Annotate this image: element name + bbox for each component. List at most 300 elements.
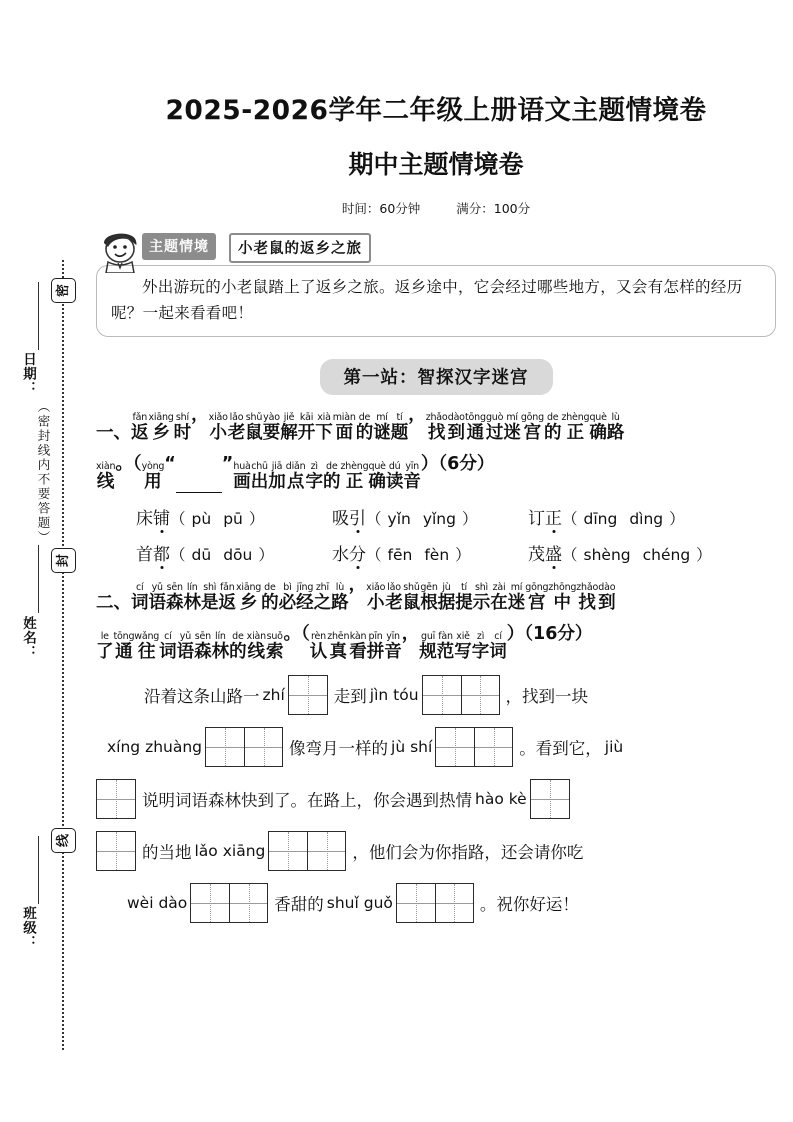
pinyin-text: wǎng [134,631,160,643]
seal-rule-name [38,545,39,613]
hanzi-text: 字 [471,642,490,663]
q1l2b-ruby-1-5 [323,461,341,493]
q1l1-ruby-4-1 [448,412,466,444]
choice-option[interactable]: chéng [642,546,691,565]
q2-line-2 [96,624,776,663]
choice-options: （ yǐn yǐng ） [366,510,478,529]
choice-options: （ fēn fèn ） [366,546,471,565]
choice-option[interactable]: dīng [583,510,618,529]
q1l2a-ruby-2-0 [142,461,165,493]
q1-choice-item [528,504,724,529]
q2l1-ruby-2-0 [366,582,385,614]
q2-writing-row [96,675,776,715]
pinyin-text: fǎn [132,412,148,424]
choice-word: 首 [136,545,153,566]
hanzi-text: 正 [345,472,364,493]
pinyin-text: lǎo [229,412,244,424]
choice-options: （ pù pū ） [170,510,265,529]
hanzi-text: 语 [148,593,166,614]
choice-word: 订 [528,509,545,530]
seal-field-class[interactable]: 班级： [20,906,36,950]
q2l1-ruby-2-10 [548,582,576,614]
pinyin-text: zhǎo [576,582,599,594]
station-header: 第一站：智探汉字迷宫 [320,359,553,395]
q2l2-ruby-4-3 [472,631,490,663]
hanzi-text: 的 [229,642,247,663]
hanzi-text: 写 [454,642,472,663]
page-title: 2025-2026学年二年级上册语文主题情境卷 [165,95,707,126]
pinyin-text: mí [506,412,518,424]
seal-char-feng: 封 [51,548,76,573]
writing-grid[interactable] [396,883,474,923]
pinyin-text: xiǎo [208,412,228,424]
hanzi-text: 认 [309,642,328,663]
exam-meta [96,199,776,217]
theme-paragraph: 外出游玩的小老鼠踏上了返乡之旅。返乡途中，它会经过哪些地方，又会有怎样的经历呢？一起来看看吧！ [111,278,743,322]
choice-word: 吸 [332,509,349,530]
q1l2b-punct-0: ” [221,454,234,475]
pinyin-text: sēn [166,582,183,594]
pinyin-text: xiāng [236,582,262,594]
hanzi-text: 面 [335,423,353,444]
theme-banner [96,231,776,261]
q1l1-ruby-2-10 [391,412,409,444]
hanzi-text: 开 [297,423,316,444]
writing-cell[interactable] [397,884,435,922]
q1-answer-blank[interactable] [176,476,222,493]
page-subtitle: 期中主题情境卷 [348,150,524,179]
hanzi-text: 词 [159,642,177,663]
pinyin-text: mí [510,582,523,594]
hanzi-text: 宫 [528,593,546,614]
writing-grid[interactable] [268,831,346,871]
pinyin-text: yòng [141,461,165,473]
q1l2a-ruby-0-0 [96,461,115,493]
q2l2-ruby-2-2 [349,631,367,663]
theme-tag-title: 小老鼠的返乡之旅 [229,233,371,263]
q2l1-ruby-0-0 [131,582,149,614]
pinyin-text: sēn [194,631,211,643]
hanzi-text: 的 [261,593,279,614]
hanzi-text: 往 [137,642,156,663]
q1-choice-row [96,504,776,529]
writing-cell[interactable] [435,884,473,922]
q1l1-ruby-4-2 [465,412,486,444]
q2-writing-row [96,779,776,819]
choice-dotted-char: 正 [545,504,562,529]
q1l1-punct-3: ， [408,405,426,426]
writing-cell[interactable] [289,676,327,714]
writing-grid[interactable] [530,779,570,819]
writing-cell[interactable] [269,832,307,870]
hanzi-text: 根 [420,593,438,614]
writing-grid[interactable] [190,883,268,923]
hanzi-text: 鼠 [402,593,421,614]
hanzi-text: 乡 [152,423,170,444]
hanzi-text: 小 [209,423,227,444]
writing-grid[interactable] [96,831,136,871]
pinyin-text: de [264,582,276,594]
pinyin-text: gōng [520,412,544,424]
hanzi-text: 通 [115,642,133,663]
hanzi-text: 的 [323,472,341,493]
q1l2b-ruby-1-9 [403,461,421,493]
writing-cell[interactable] [474,728,512,766]
hanzi-text: 规 [419,642,437,663]
q1l1-ruby-4-9 [607,412,625,444]
q1l2b-ruby-1-7 [368,461,386,493]
writing-pinyin-hint: jù shí [391,738,433,757]
choice-word: 水 [332,545,349,566]
q2-ruby-line-2 [96,624,592,663]
pinyin-text: le [100,631,109,643]
writing-grid[interactable] [288,675,328,715]
hanzi-text: 必 [278,593,297,614]
pinyin-text: miàn [332,412,356,424]
q2l2-ruby-0-8 [247,631,266,663]
seal-rule-class [38,836,39,904]
pinyin-text: dào [447,412,465,424]
q2l2-ruby-0-4 [177,631,195,663]
choice-option[interactable]: dōu [223,546,253,565]
hanzi-text: 示 [472,593,491,614]
writing-text: 。祝你好运！ [479,895,579,915]
q2l2-ruby-4-0 [419,631,437,663]
q1-choice-item [136,540,332,565]
writing-grid[interactable] [422,675,500,715]
q2l1-ruby-0-4 [201,582,219,614]
q1l1-ruby-4-7 [561,412,589,444]
hanzi-text: 返 [131,423,149,444]
q2l1-ruby-2-12 [598,582,616,614]
choice-dotted-char: 引 [349,504,366,529]
hanzi-text: 路 [606,423,625,444]
q1l1-ruby-2-9 [373,412,391,444]
pinyin-text: cí [136,582,144,594]
time-label: 时间：60分钟 [341,201,421,216]
hanzi-text: 过 [485,423,504,444]
pinyin-text: jiā [271,461,283,473]
pinyin-text: yīn [405,461,419,473]
pinyin-text: shì [474,582,488,594]
q2l2-ruby-2-4 [384,631,402,663]
hanzi-text: 小 [366,593,385,614]
q2l1-ruby-2-7 [490,582,508,614]
writing-pinyin-hint: hào kè [475,790,527,809]
hanzi-text: 返 [218,593,236,614]
pinyin-text: de [358,412,371,424]
hanzi-text: 森 [166,593,184,614]
q1l1-ruby-2-2 [245,412,263,444]
q1l1-ruby-2-7 [333,412,356,444]
pinyin-text: fǎn [219,582,235,594]
theme-paragraph-box [96,265,776,337]
q1-ruby-line-2-pre [96,454,176,493]
q2l2-ruby-4-4 [489,631,507,663]
q1l1-ruby-0-1 [149,412,174,444]
q1-choice-block [96,504,776,565]
hanzi-text: 线 [96,472,115,493]
hanzi-text: 确 [589,423,607,444]
writing-pinyin-hint: shuǐ guǒ [326,894,393,913]
q1l2b-punct-2: ）（6分） [420,454,495,475]
choice-option[interactable]: dū [191,546,212,565]
q2l2-ruby-0-1 [114,631,135,663]
q1l2b-ruby-1-2 [268,461,286,493]
boy-face-icon [96,227,144,273]
q1l1-ruby-4-6 [544,412,562,444]
pinyin-text: rèn [310,631,326,643]
q2l1-ruby-2-2 [403,582,421,614]
q2l1-ruby-0-10 [314,582,332,614]
pinyin-text: tōng [113,631,135,643]
choice-dotted-char: 都 [153,540,170,565]
q1-number: 一、 [96,423,131,444]
hanzi-text: 提 [455,593,473,614]
q2l2-ruby-0-0 [96,631,114,663]
choice-dotted-char: 分 [349,540,366,565]
hanzi-text: 老 [227,423,246,444]
writing-pinyin-hint: wèi dào [127,894,188,913]
q2l2-ruby-0-3 [159,631,177,663]
pinyin-text: zì [476,631,485,643]
q1-choice-row [96,540,776,565]
pinyin-text: yǔ [179,631,192,643]
q2l2-ruby-0-2 [134,631,159,663]
seal-field-name[interactable]: 姓名： [20,616,36,660]
hanzi-text: 题 [390,423,409,444]
q1l2b-ruby-1-3 [286,461,306,493]
pinyin-text: yīn [386,631,400,643]
hanzi-text: 用 [144,472,162,493]
q1l2b-ruby-1-8 [386,461,404,493]
pinyin-text: chū [251,461,268,473]
choice-word: 床 [136,509,153,530]
q1l1-ruby-4-3 [486,412,504,444]
seal-strip [0,0,96,1122]
writing-grid[interactable] [205,727,283,767]
hanzi-text: 迷 [507,593,526,614]
hanzi-text: 范 [436,642,455,663]
q1l1-ruby-4-8 [589,412,607,444]
pinyin-text: què [589,412,607,424]
pinyin-text: yǔ [151,582,163,594]
hanzi-text: 在 [490,593,508,614]
pinyin-text: lǎo [387,582,401,594]
q2l2-ruby-0-9 [266,631,284,663]
writing-grid[interactable] [435,727,513,767]
hanzi-text: 的 [355,423,374,444]
writing-text: 沿着这条山路一 [144,687,260,707]
hanzi-text: 线 [247,642,266,663]
q2l1-ruby-0-6 [236,582,261,614]
seal-dotted-line [62,260,64,1050]
pinyin-text: pīn [368,631,383,643]
writing-cell[interactable] [307,832,345,870]
pinyin-text: zhēn [327,631,350,643]
choice-dotted-char: 盛 [545,540,562,565]
writing-cell[interactable] [229,884,267,922]
hanzi-text: 词 [489,642,507,663]
choice-option[interactable]: pù [191,510,212,529]
hanzi-text: 据 [437,593,456,614]
pinyin-text: lù [335,582,345,594]
pinyin-text: zhèng [340,461,369,473]
writing-cell[interactable] [423,676,461,714]
writing-cell[interactable] [461,676,499,714]
pinyin-text: zhèng [561,412,590,424]
q1l1-punct-1: ， [191,405,209,426]
hanzi-text: 到 [447,423,466,444]
pinyin-text: lín [215,631,226,643]
hanzi-text: 看 [349,642,367,663]
writing-grid[interactable] [96,779,136,819]
q1l1-ruby-0-0 [131,412,149,444]
q2-ruby-line-1 [131,575,616,614]
q2l2-punct-3: ， [401,624,420,645]
hanzi-text: 通 [466,423,485,444]
pinyin-text: lín [186,582,198,594]
q1l1-ruby-4-0 [426,412,448,444]
pinyin-text: tōng [465,412,486,424]
writing-pinyin-hint: jìn tóu [369,686,419,705]
writing-cell[interactable] [97,832,135,870]
hanzi-text: 解 [280,423,298,444]
q1-line-1 [96,405,776,444]
hanzi-text: 找 [578,593,596,614]
q1l1-ruby-2-4 [280,412,298,444]
pinyin-text: xiǎo [366,582,386,594]
choice-option[interactable]: yǐn [387,510,411,529]
pinyin-text: yào [263,412,280,424]
writing-text: ，找到一块 [505,687,589,707]
hanzi-text: 谜 [373,423,391,444]
hanzi-text: 乡 [239,593,258,614]
pinyin-text: bì [283,582,292,594]
pinyin-text: shǔ [403,582,420,594]
writing-text: 香甜的 [274,895,324,915]
pinyin-text: dú [388,461,401,473]
q1-choice-item [528,540,724,565]
writing-text: ，他们会为你指路，还会请你吃 [352,843,584,863]
q2l1-ruby-0-7 [261,582,279,614]
pinyin-text: de [326,461,338,473]
writing-cell[interactable] [206,728,244,766]
q2l1-ruby-2-11 [576,582,598,614]
pinyin-text: shí [175,412,189,424]
q2l1-ruby-2-3 [420,582,438,614]
hanzi-text: 加 [268,472,286,493]
pinyin-text: xiàn [246,631,266,643]
q1-line-2 [96,454,776,493]
hanzi-text: 真 [329,642,347,663]
q1-choice-item [332,504,528,529]
q1l1-ruby-2-3 [263,412,281,444]
choice-option[interactable]: fèn [424,546,450,565]
hanzi-text: 索 [265,642,284,663]
q1l2b-ruby-1-0 [233,461,251,493]
choice-option[interactable]: pū [223,510,243,529]
hanzi-text: 出 [250,472,269,493]
writing-text: 说明词语森林快到了。在路上，你会遇到热情 [142,791,472,811]
hanzi-text: 下 [315,423,333,444]
choice-option[interactable]: shèng [583,546,631,565]
choice-option[interactable]: dìng [629,510,664,529]
writing-pinyin-hint: zhí [262,686,285,705]
writing-pinyin-hint: jiù [604,738,624,757]
q2l2-ruby-2-1 [327,631,349,663]
choice-option[interactable]: yǐng [422,510,456,529]
pinyin-text: diǎn [285,461,306,473]
hanzi-text: 中 [553,593,572,614]
writing-pinyin-hint: lǎo xiāng [194,842,266,861]
choice-option[interactable]: fēn [387,546,413,565]
q2l2-punct-5: ）（16分） [506,624,593,645]
pinyin-text: zài [492,582,506,594]
pinyin-text: suǒ [266,631,283,643]
pinyin-text: shì [203,582,217,594]
q2l1-punct-1: ， [348,575,367,596]
hanzi-text: 字 [305,472,323,493]
q2l1-ruby-2-4 [438,582,456,614]
pinyin-text: xiāng [148,412,174,424]
hanzi-text: 宫 [523,423,542,444]
q2-line-1 [96,575,776,614]
choice-options: （ shèng chéng ） [562,546,712,565]
q1-ruby-line-1 [131,405,624,444]
hanzi-text: 读 [385,472,404,493]
pinyin-text: zhōng [548,582,577,594]
q1l2a-punct-1: 。（ [115,454,142,475]
exam-sheet [96,0,776,1122]
hanzi-text: 路 [331,593,349,614]
q1l1-ruby-2-5 [298,412,316,444]
q2l1-ruby-2-6 [473,582,491,614]
hanzi-text: 到 [598,593,616,614]
pinyin-text: de [232,631,244,643]
choice-options: （ dū dōu ） [170,546,274,565]
q1l2a-punct-3: “ [164,454,176,475]
writing-cell[interactable] [97,780,135,818]
q2l1-ruby-2-8 [508,582,526,614]
writing-cell[interactable] [436,728,474,766]
pinyin-text: cí [494,631,502,643]
writing-cell[interactable] [531,780,569,818]
q1l1-ruby-2-6 [315,412,333,444]
q1l1-ruby-2-0 [209,412,228,444]
q1l1-ruby-2-8 [356,412,374,444]
hanzi-text: 森 [194,642,212,663]
hanzi-text: 时 [173,423,192,444]
q1-ruby-line-2-post [222,454,495,493]
q1l2b-ruby-1-6 [341,461,369,493]
hanzi-text: 正 [566,423,585,444]
seal-field-date[interactable]: 日期： [20,352,36,396]
hanzi-text: 老 [385,593,403,614]
q2l1-ruby-0-5 [219,582,237,614]
score-label: 满分：100分 [456,201,531,216]
hanzi-text: 鼠 [245,423,263,444]
q2l1-ruby-2-9 [525,582,548,614]
choice-dotted-char: 铺 [153,504,170,529]
pinyin-text: dào [598,582,616,594]
q2l1-ruby-0-3 [184,582,202,614]
hanzi-text: 是 [201,593,219,614]
writing-cell[interactable] [191,884,229,922]
hanzi-text: 林 [211,642,230,663]
writing-cell[interactable] [244,728,282,766]
pinyin-text: gēn [420,582,438,594]
